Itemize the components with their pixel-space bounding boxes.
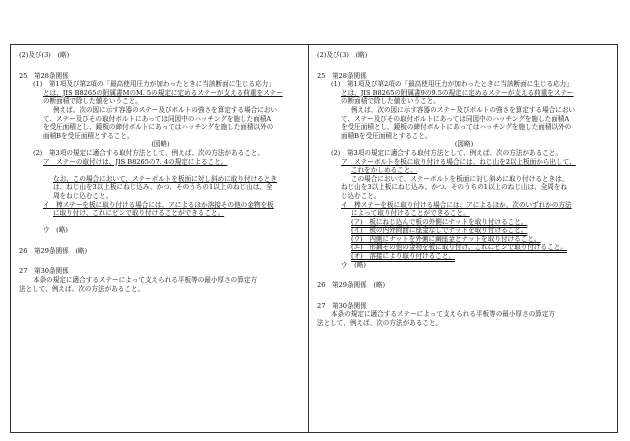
right-amended-text: ア ステーボルトを板に取り付ける場合には、ねじ山を2以上板面から出して、 [341,157,576,166]
left-line: を受圧面積とし、鏡板の締付ボルトにあってはハッチングを施した面積以外の [43,123,274,132]
left-amended-text: イ 棒ステーを板に取り付ける場合には、アによるほか溶接その他の金物を板 [43,200,274,209]
right-line: (1) 第1項及び第2項の「最高使用圧力が加わったときに当該断面に生じる応力」 [331,80,573,89]
left-amended-text: に取り付け、これにピンで取り付けることができること。 [53,209,225,218]
left-line [19,158,302,167]
right-list-item [317,226,611,235]
left-column-old-text [10,44,309,433]
right-line: ねじ山を3以上板にねじ込み、かつ、そのうちの1以上のねじ山は、全周をね [341,183,568,192]
left-line: の断面積で除した値をいうこと。 [43,97,142,106]
left-amended-text: とは、JIS B8265の附属書MのM. 5の規定に定めるステーが支える荷重をステー [43,88,283,97]
left-line: (2) 第3項の規定に適合する取付方法として、例えば、次の方法があること。 [33,148,264,157]
right-amended-text: (ア) 板にねじ込んで板の外側にナットを取り付けること。 [351,217,528,226]
right-column-new-text [309,44,618,433]
right-line [317,201,611,210]
right-list-item [317,243,611,252]
left-section-heading: 26 第29条関係 (略) [19,246,88,255]
right-line: の断面積で除した値をいうこと。 [341,97,440,106]
left-line: (1) 第1項及び第2項の「最高使用圧力が加わったときに当該断面に生じる応力」 [33,80,275,89]
right-line: (2)及び(3) (略) [317,51,368,59]
left-section-heading: 27 第30条関係 [19,267,69,276]
left-line: 例えば、次の図に示す容器のステー及びボルトの強さを算定する場合におい [53,105,278,114]
left-section-heading: 25 第28条関係 [19,71,69,80]
right-amended-text: (エ) 形鋼その他の金物を板に取り付け、これにピンで取り付けること。 [351,243,567,252]
right-line: この場合において、ステーボルトを板面に対し斜めに取り付けるときは、 [351,174,569,183]
right-line: て、ステー及びその取付ボルトにあっては同図中のハッチングを施した面積A [341,114,570,123]
right-line: ウ (略) [341,260,366,269]
right-amended-text: によって取り付けることができること。 [351,209,470,218]
left-line: 法として、例えば、次の方法があること。 [19,284,145,293]
right-line [317,158,611,167]
right-amended-text: (オ) 溶接により取り付けること。 [351,252,456,261]
right-line [317,166,611,175]
right-line: 法として、例えば、次の方法があること。 [317,319,443,328]
right-amended-text: これをかしめること。 [351,166,417,175]
left-line: て、ステー及びその取付ボルトにあっては同図中のハッチングを施した面積A [43,114,272,123]
left-amended-text: ア ステーの取付けは、JIS B8265の7. 4の規定によること。 [43,157,228,166]
right-section-heading: 27 第30条関係 [317,301,367,310]
left-amended-text: なお、この場合において、ステーボルトを板面に対し斜めに取り付けるとき [53,174,277,183]
right-line: 面積Bを受圧面積とすること。 [341,131,432,140]
left-line: 面積Bを受圧面積とすること。 [43,131,134,140]
right-amended-text: (ウ) 内側にナットを外側に鋼座金とナットを取り付けること。 [351,234,541,243]
right-line: 例えば、次の図に示す容器のステー及びボルトの強さを算定する場合におい [351,105,576,114]
left-line [19,209,302,218]
right-line: 本条の規定に適合するステーによって支えられる平板等の最小厚さの算定方 [331,310,556,319]
left-line: は、ねじ山を3以上板にねじ込み、かつ、そのうちの1以上のねじ山は、全 [53,183,273,192]
left-figure-omitted: (図略) [151,140,170,149]
right-list-item [317,218,611,227]
right-line: (2) 第3項の規定に適合する取付方法として、例えば、次の方法があること。 [331,148,562,157]
left-line: 本条の規定に適合するステーによって支えられる平板等の最小厚さの算定方 [33,276,258,285]
left-line: 周をねじ込むこと。 [53,191,113,200]
right-line: じ込むこと。 [341,191,381,200]
right-section-heading: 25 第28条関係 [317,71,367,80]
right-amended-text: とは、JIS B8265の附属書9の9.5の規定に定めるステーが支える荷重をステー [341,88,574,97]
right-figure-omitted: (図略) [454,140,474,149]
right-amended-text: (イ) 板の内外両面に座金なしでナットを取り付けること。 [351,226,528,235]
right-line: を受圧面積とし、鏡板の締付ボルトにあってはハッチングを施した面積以外の [341,123,572,132]
left-line: (2)及び(3) (略) [19,51,70,59]
right-section-heading: 26 第29条関係 (略) [317,281,386,290]
right-line [317,209,611,218]
right-amended-text: イ 棒ステーを板に取り付ける場合には、アによるほか、次のいずれかの方法 [341,200,572,209]
left-line [19,201,302,210]
right-list-item [317,252,611,261]
left-line: ウ (略) [43,226,68,235]
